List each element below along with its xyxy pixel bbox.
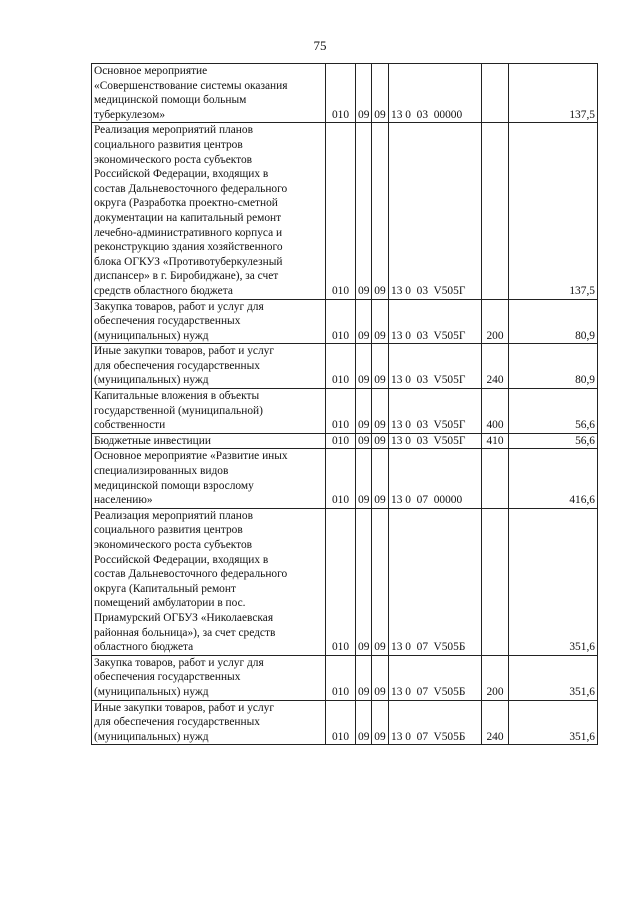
row-expense-type xyxy=(482,449,509,508)
table-row xyxy=(92,389,598,434)
row-section-code: 09 xyxy=(356,433,372,449)
row-expense-type xyxy=(482,64,509,123)
row-amount: 351,6 xyxy=(509,700,598,745)
row-expense-type: 240 xyxy=(482,700,509,745)
row-expense-type: 410 xyxy=(482,433,509,449)
table-row xyxy=(92,433,598,449)
row-amount: 351,6 xyxy=(509,655,598,700)
row-amount: 137,5 xyxy=(509,123,598,299)
row-description: Иные закупки товаров, работ и услуг для обеспечения государственных (муниципальных) нужд xyxy=(92,700,326,745)
row-amount: 416,6 xyxy=(509,449,598,508)
row-grbs-code: 010 xyxy=(326,449,356,508)
row-description: Реализация мероприятий планов социального развития центров экономического роста субъектов Российской Федерации, входящих в состав Дальневосточного федерального округа (Разработка проектно-сметной документации на капитальный ремонт лечебно-административного корпуса и реконструкцию здания хозяйственного блока ОГКУЗ «Противотуберкулезный диспансер» в г. Биробиджане), за счет средств областного бюджета xyxy=(92,123,326,299)
row-section-code: 09 xyxy=(356,508,372,655)
page-number: 75 xyxy=(313,38,327,53)
table-row xyxy=(92,508,598,655)
row-description: Основное мероприятие «Совершенствование системы оказания медицинской помощи больным туберкулезом» xyxy=(92,64,326,123)
row-section-code: 09 xyxy=(356,344,372,389)
row-description: Реализация мероприятий планов социального развития центров экономического роста субъектов Российской Федерации, входящих в состав Дальневосточного федерального округа (Капитальный ремонт помещений амбулатории в пос. Приамурский ОГБУЗ «Николаевская районная больница»), за счет средств областного бюджета xyxy=(92,508,326,655)
row-program-code: 13 0 03 V505Г xyxy=(389,433,482,449)
row-program-code: 13 0 03 V505Г xyxy=(389,123,482,299)
row-description: Капитальные вложения в объекты государственной (муниципальной) собственности xyxy=(92,389,326,434)
row-description: Закупка товаров, работ и услуг для обеспечения государственных (муниципальных) нужд xyxy=(92,655,326,700)
row-amount: 56,6 xyxy=(509,433,598,449)
row-subsection-code: 09 xyxy=(372,344,389,389)
row-amount: 137,5 xyxy=(509,64,598,123)
table-row xyxy=(92,655,598,700)
row-grbs-code: 010 xyxy=(326,123,356,299)
row-description: Иные закупки товаров, работ и услуг для обеспечения государственных (муниципальных) нужд xyxy=(92,344,326,389)
row-grbs-code: 010 xyxy=(326,508,356,655)
row-section-code: 09 xyxy=(356,299,372,344)
table-row xyxy=(92,700,598,745)
row-section-code: 09 xyxy=(356,655,372,700)
table-row xyxy=(92,449,598,508)
row-expense-type: 200 xyxy=(482,655,509,700)
table-row xyxy=(92,299,598,344)
row-section-code: 09 xyxy=(356,123,372,299)
row-grbs-code: 010 xyxy=(326,64,356,123)
row-expense-type xyxy=(482,123,509,299)
row-grbs-code: 010 xyxy=(326,655,356,700)
table-row xyxy=(92,123,598,299)
row-grbs-code: 010 xyxy=(326,344,356,389)
row-section-code: 09 xyxy=(356,700,372,745)
row-program-code: 13 0 07 00000 xyxy=(389,449,482,508)
row-subsection-code: 09 xyxy=(372,389,389,434)
row-amount: 80,9 xyxy=(509,344,598,389)
row-expense-type: 400 xyxy=(482,389,509,434)
row-section-code: 09 xyxy=(356,449,372,508)
row-expense-type: 240 xyxy=(482,344,509,389)
row-expense-type: 200 xyxy=(482,299,509,344)
row-subsection-code: 09 xyxy=(372,655,389,700)
row-grbs-code: 010 xyxy=(326,299,356,344)
row-section-code: 09 xyxy=(356,64,372,123)
row-program-code: 13 0 03 00000 xyxy=(389,64,482,123)
row-description: Основное мероприятие «Развитие иных специализированных видов медицинской помощи взрослому населению» xyxy=(92,449,326,508)
table-row xyxy=(92,344,598,389)
row-subsection-code: 09 xyxy=(372,700,389,745)
row-subsection-code: 09 xyxy=(372,64,389,123)
row-subsection-code: 09 xyxy=(372,123,389,299)
row-grbs-code: 010 xyxy=(326,389,356,434)
row-program-code: 13 0 07 V505Б xyxy=(389,508,482,655)
row-description: Закупка товаров, работ и услуг для обеспечения государственных (муниципальных) нужд xyxy=(92,299,326,344)
row-program-code: 13 0 07 V505Б xyxy=(389,655,482,700)
row-amount: 351,6 xyxy=(509,508,598,655)
row-program-code: 13 0 03 V505Г xyxy=(389,299,482,344)
table-row xyxy=(92,64,598,123)
row-description: Бюджетные инвестиции xyxy=(92,433,326,449)
row-program-code: 13 0 07 V505Б xyxy=(389,700,482,745)
row-grbs-code: 010 xyxy=(326,433,356,449)
row-program-code: 13 0 03 V505Г xyxy=(389,389,482,434)
budget-table xyxy=(91,63,598,745)
row-subsection-code: 09 xyxy=(372,508,389,655)
row-section-code: 09 xyxy=(356,389,372,434)
row-expense-type xyxy=(482,508,509,655)
row-subsection-code: 09 xyxy=(372,449,389,508)
row-subsection-code: 09 xyxy=(372,433,389,449)
row-subsection-code: 09 xyxy=(372,299,389,344)
row-amount: 56,6 xyxy=(509,389,598,434)
row-program-code: 13 0 03 V505Г xyxy=(389,344,482,389)
row-amount: 80,9 xyxy=(509,299,598,344)
row-grbs-code: 010 xyxy=(326,700,356,745)
